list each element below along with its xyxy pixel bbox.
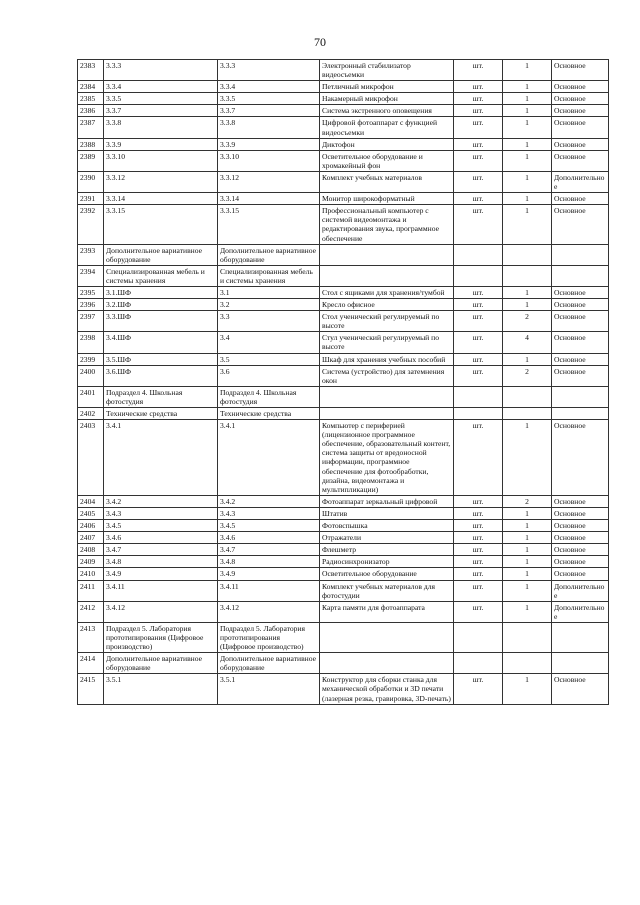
table-row — [78, 138, 609, 150]
table-row — [78, 171, 609, 192]
item-name-cell: Стол ученический регулируемый по высоте — [320, 311, 454, 332]
row-number-cell: 2406 — [78, 520, 104, 532]
table-row — [78, 580, 609, 601]
section-code-cell: Дополнительное вариативное оборудование — [218, 244, 320, 265]
code-cell: 3.3.12 — [104, 171, 218, 192]
row-number-cell: 2401 — [78, 386, 104, 407]
row-number-cell: 2408 — [78, 544, 104, 556]
unit-cell: шт. — [454, 556, 503, 568]
section-code-cell: 3.3.3 — [218, 60, 320, 81]
section-code-cell: 3.5 — [218, 353, 320, 365]
row-number-cell: 2415 — [78, 674, 104, 704]
table-row — [78, 556, 609, 568]
row-number-cell: 2389 — [78, 150, 104, 171]
item-name-cell: Радиосинхронизатор — [320, 556, 454, 568]
row-number-cell: 2384 — [78, 81, 104, 93]
item-name-cell: Комплект учебных материалов — [320, 171, 454, 192]
quantity-cell: 1 — [503, 286, 552, 298]
row-number-cell: 2393 — [78, 244, 104, 265]
quantity-cell — [503, 622, 552, 652]
item-name-cell: Цифровой фотоаппарат с функцией видеосъемки — [320, 117, 454, 138]
row-number-cell: 2390 — [78, 171, 104, 192]
item-name-cell — [320, 244, 454, 265]
quantity-cell: 1 — [503, 81, 552, 93]
code-cell: 3.1.ШФ — [104, 286, 218, 298]
unit-cell — [454, 622, 503, 652]
item-name-cell: Компьютер с периферией (лицензионное программное обеспечение, образовательный контент, система защиты от вредоносной информации, программное обеспечение для фотообработки, дизайна, видеомонтажа и мультипликации) — [320, 420, 454, 496]
table-row — [78, 105, 609, 117]
section-code-cell: 3.3.7 — [218, 105, 320, 117]
unit-cell: шт. — [454, 150, 503, 171]
equipment-type-cell: Основное — [552, 420, 609, 496]
code-cell: Подраздел 5. Лаборатория прототипирования (Цифровое производство) — [104, 622, 218, 652]
code-cell: 3.4.2 — [104, 495, 218, 507]
unit-cell: шт. — [454, 520, 503, 532]
quantity-cell: 1 — [503, 299, 552, 311]
row-number-cell: 2409 — [78, 556, 104, 568]
equipment-type-cell: Дополнительное — [552, 580, 609, 601]
equipment-type-cell: Основное — [552, 507, 609, 519]
code-cell: 3.2.ШФ — [104, 299, 218, 311]
row-number-cell: 2394 — [78, 265, 104, 286]
row-number-cell: 2385 — [78, 93, 104, 105]
unit-cell: шт. — [454, 299, 503, 311]
table-row — [78, 520, 609, 532]
code-cell: Специализированная мебель и системы хранения — [104, 265, 218, 286]
code-cell: 3.3.10 — [104, 150, 218, 171]
code-cell: 3.3.7 — [104, 105, 218, 117]
quantity-cell: 1 — [503, 60, 552, 81]
code-cell: 3.5.ШФ — [104, 353, 218, 365]
row-number-cell: 2407 — [78, 532, 104, 544]
unit-cell: шт. — [454, 532, 503, 544]
equipment-type-cell: Основное — [552, 544, 609, 556]
quantity-cell: 1 — [503, 138, 552, 150]
section-code-cell: 3.3.5 — [218, 93, 320, 105]
item-name-cell: Стол с ящиками для хранения/тумбой — [320, 286, 454, 298]
row-number-cell: 2400 — [78, 365, 104, 386]
quantity-cell: 1 — [503, 150, 552, 171]
item-name-cell: Петличный микрофон — [320, 81, 454, 93]
quantity-cell — [503, 408, 552, 420]
row-number-cell: 2388 — [78, 138, 104, 150]
equipment-type-cell: Основное — [552, 520, 609, 532]
unit-cell: шт. — [454, 60, 503, 81]
page-number: 70 — [314, 35, 326, 49]
row-number-cell: 2398 — [78, 332, 104, 353]
equipment-type-cell: Основное — [552, 556, 609, 568]
item-name-cell: Фотоаппарат зеркальный цифровой — [320, 495, 454, 507]
code-cell: 3.3.14 — [104, 193, 218, 205]
row-number-cell: 2404 — [78, 495, 104, 507]
equipment-type-cell: Дополнительное — [552, 171, 609, 192]
code-cell: Подраздел 4. Школьная фотостудия — [104, 386, 218, 407]
row-number-cell: 2405 — [78, 507, 104, 519]
quantity-cell: 1 — [503, 117, 552, 138]
row-number-cell: 2402 — [78, 408, 104, 420]
table-row — [78, 265, 609, 286]
unit-cell: шт. — [454, 507, 503, 519]
row-number-cell: 2396 — [78, 299, 104, 311]
unit-cell: шт. — [454, 332, 503, 353]
section-code-cell: 3.3.8 — [218, 117, 320, 138]
table-row — [78, 674, 609, 704]
item-name-cell: Кресло офисное — [320, 299, 454, 311]
table-row — [78, 81, 609, 93]
code-cell: 3.4.12 — [104, 601, 218, 622]
table-row — [78, 532, 609, 544]
section-code-cell: Подраздел 4. Школьная фотостудия — [218, 386, 320, 407]
table-row — [78, 353, 609, 365]
table-row — [78, 408, 609, 420]
quantity-cell: 1 — [503, 532, 552, 544]
quantity-cell: 1 — [503, 420, 552, 496]
item-name-cell: Карта памяти для фотоаппарата — [320, 601, 454, 622]
equipment-type-cell: Основное — [552, 365, 609, 386]
item-name-cell: Осветительное оборудование и хромакейный фон — [320, 150, 454, 171]
equipment-type-cell: Основное — [552, 286, 609, 298]
quantity-cell: 1 — [503, 93, 552, 105]
section-code-cell: 3.3.14 — [218, 193, 320, 205]
unit-cell: шт. — [454, 81, 503, 93]
row-number-cell: 2411 — [78, 580, 104, 601]
code-cell: Дополнительное вариативное оборудование — [104, 653, 218, 674]
row-number-cell: 2412 — [78, 601, 104, 622]
section-code-cell: 3.5.1 — [218, 674, 320, 704]
item-name-cell: Комплект учебных материалов для фотостудии — [320, 580, 454, 601]
table-row — [78, 150, 609, 171]
quantity-cell: 2 — [503, 311, 552, 332]
quantity-cell: 1 — [503, 520, 552, 532]
section-code-cell: 3.4.3 — [218, 507, 320, 519]
table-row — [78, 299, 609, 311]
unit-cell: шт. — [454, 674, 503, 704]
unit-cell: шт. — [454, 117, 503, 138]
equipment-type-cell: Основное — [552, 81, 609, 93]
section-code-cell: 3.4.8 — [218, 556, 320, 568]
quantity-cell: 1 — [503, 544, 552, 556]
unit-cell — [454, 265, 503, 286]
section-code-cell: 3.4.9 — [218, 568, 320, 580]
item-name-cell: Конструктор для сборки станка для механической обработки и 3D печати (лазерная резка, гравировка, 3D-печать) — [320, 674, 454, 704]
table-row — [78, 420, 609, 496]
item-name-cell: Шкаф для хранения учебных пособий — [320, 353, 454, 365]
unit-cell — [454, 386, 503, 407]
equipment-type-cell — [552, 408, 609, 420]
table-row — [78, 622, 609, 652]
equipment-table — [77, 59, 609, 705]
code-cell: 3.3.5 — [104, 93, 218, 105]
code-cell: 3.3.9 — [104, 138, 218, 150]
item-name-cell: Отражатели — [320, 532, 454, 544]
item-name-cell: Фотовспышка — [320, 520, 454, 532]
section-code-cell: Технические средства — [218, 408, 320, 420]
row-number-cell: 2392 — [78, 205, 104, 244]
code-cell: Дополнительное вариативное оборудование — [104, 244, 218, 265]
quantity-cell: 1 — [503, 601, 552, 622]
section-code-cell: 3.1 — [218, 286, 320, 298]
table-row — [78, 653, 609, 674]
row-number-cell: 2399 — [78, 353, 104, 365]
quantity-cell: 2 — [503, 365, 552, 386]
equipment-type-cell: Основное — [552, 60, 609, 81]
equipment-type-cell: Основное — [552, 568, 609, 580]
table-row — [78, 386, 609, 407]
equipment-type-cell: Основное — [552, 150, 609, 171]
unit-cell: шт. — [454, 311, 503, 332]
quantity-cell: 1 — [503, 171, 552, 192]
section-code-cell: 3.4.6 — [218, 532, 320, 544]
table-row — [78, 601, 609, 622]
item-name-cell: Осветительное оборудование — [320, 568, 454, 580]
code-cell: 3.3.3 — [104, 60, 218, 81]
section-code-cell: 3.4.12 — [218, 601, 320, 622]
equipment-type-cell: Основное — [552, 332, 609, 353]
quantity-cell — [503, 653, 552, 674]
section-code-cell: 3.6 — [218, 365, 320, 386]
item-name-cell: Флешметр — [320, 544, 454, 556]
equipment-type-cell — [552, 622, 609, 652]
row-number-cell: 2383 — [78, 60, 104, 81]
item-name-cell: Штатив — [320, 507, 454, 519]
quantity-cell: 1 — [503, 568, 552, 580]
equipment-type-cell — [552, 653, 609, 674]
unit-cell — [454, 244, 503, 265]
code-cell: 3.4.1 — [104, 420, 218, 496]
quantity-cell: 1 — [503, 205, 552, 244]
equipment-type-cell: Основное — [552, 138, 609, 150]
item-name-cell — [320, 408, 454, 420]
section-code-cell: Дополнительное вариативное оборудование — [218, 653, 320, 674]
unit-cell: шт. — [454, 353, 503, 365]
code-cell: 3.3.4 — [104, 81, 218, 93]
row-number-cell: 2414 — [78, 653, 104, 674]
item-name-cell: Система (устройство) для затемнения окон — [320, 365, 454, 386]
unit-cell — [454, 408, 503, 420]
section-code-cell: 3.4.11 — [218, 580, 320, 601]
quantity-cell — [503, 386, 552, 407]
table-row — [78, 93, 609, 105]
equipment-type-cell: Основное — [552, 93, 609, 105]
code-cell: 3.4.11 — [104, 580, 218, 601]
code-cell: 3.5.1 — [104, 674, 218, 704]
quantity-cell: 1 — [503, 580, 552, 601]
quantity-cell: 1 — [503, 105, 552, 117]
code-cell: 3.4.ШФ — [104, 332, 218, 353]
table-row — [78, 495, 609, 507]
table-row — [78, 244, 609, 265]
quantity-cell — [503, 244, 552, 265]
quantity-cell: 4 — [503, 332, 552, 353]
section-code-cell: 3.3 — [218, 311, 320, 332]
table-row — [78, 286, 609, 298]
item-name-cell: Система экстренного оповещения — [320, 105, 454, 117]
unit-cell: шт. — [454, 365, 503, 386]
row-number-cell: 2391 — [78, 193, 104, 205]
item-name-cell: Электронный стабилизатор видеосъемки — [320, 60, 454, 81]
equipment-type-cell: Основное — [552, 495, 609, 507]
section-code-cell: 3.4.1 — [218, 420, 320, 496]
equipment-type-cell — [552, 265, 609, 286]
table-row — [78, 193, 609, 205]
table-row — [78, 332, 609, 353]
row-number-cell: 2403 — [78, 420, 104, 496]
unit-cell: шт. — [454, 105, 503, 117]
equipment-type-cell: Дополнительное — [552, 601, 609, 622]
table-row — [78, 568, 609, 580]
section-code-cell: Подраздел 5. Лаборатория прототипирования (Цифровое производство) — [218, 622, 320, 652]
section-code-cell: 3.3.4 — [218, 81, 320, 93]
section-code-cell: 3.4.2 — [218, 495, 320, 507]
row-number-cell: 2413 — [78, 622, 104, 652]
code-cell: 3.4.6 — [104, 532, 218, 544]
equipment-type-cell: Основное — [552, 532, 609, 544]
equipment-type-cell: Основное — [552, 105, 609, 117]
table-row — [78, 117, 609, 138]
equipment-type-cell: Основное — [552, 299, 609, 311]
row-number-cell: 2386 — [78, 105, 104, 117]
item-name-cell: Диктофон — [320, 138, 454, 150]
row-number-cell: 2387 — [78, 117, 104, 138]
unit-cell: шт. — [454, 580, 503, 601]
quantity-cell: 2 — [503, 495, 552, 507]
table-row — [78, 544, 609, 556]
section-code-cell: 3.3.15 — [218, 205, 320, 244]
equipment-type-cell — [552, 244, 609, 265]
code-cell: 3.3.ШФ — [104, 311, 218, 332]
section-code-cell: 3.4.7 — [218, 544, 320, 556]
table-row — [78, 507, 609, 519]
unit-cell: шт. — [454, 193, 503, 205]
section-code-cell: 3.4.5 — [218, 520, 320, 532]
quantity-cell — [503, 265, 552, 286]
section-code-cell: 3.4 — [218, 332, 320, 353]
unit-cell: шт. — [454, 601, 503, 622]
code-cell: 3.3.15 — [104, 205, 218, 244]
row-number-cell: 2410 — [78, 568, 104, 580]
table-row — [78, 60, 609, 81]
equipment-type-cell: Основное — [552, 193, 609, 205]
unit-cell: шт. — [454, 286, 503, 298]
row-number-cell: 2397 — [78, 311, 104, 332]
unit-cell: шт. — [454, 93, 503, 105]
quantity-cell: 1 — [503, 507, 552, 519]
item-name-cell: Монитор широкоформатный — [320, 193, 454, 205]
section-code-cell: 3.3.9 — [218, 138, 320, 150]
code-cell: 3.4.7 — [104, 544, 218, 556]
equipment-type-cell — [552, 386, 609, 407]
unit-cell: шт. — [454, 495, 503, 507]
code-cell: 3.4.9 — [104, 568, 218, 580]
unit-cell: шт. — [454, 544, 503, 556]
item-name-cell: Стул ученический регулируемый по высоте — [320, 332, 454, 353]
quantity-cell: 1 — [503, 353, 552, 365]
table-row — [78, 311, 609, 332]
item-name-cell — [320, 622, 454, 652]
unit-cell: шт. — [454, 568, 503, 580]
unit-cell: шт. — [454, 171, 503, 192]
table-row — [78, 365, 609, 386]
unit-cell: шт. — [454, 205, 503, 244]
section-code-cell: Специализированная мебель и системы хранения — [218, 265, 320, 286]
unit-cell: шт. — [454, 420, 503, 496]
equipment-type-cell: Основное — [552, 117, 609, 138]
equipment-type-cell: Основное — [552, 353, 609, 365]
item-name-cell — [320, 265, 454, 286]
item-name-cell — [320, 386, 454, 407]
code-cell: 3.4.5 — [104, 520, 218, 532]
item-name-cell: Накамерный микрофон — [320, 93, 454, 105]
section-code-cell: 3.3.12 — [218, 171, 320, 192]
unit-cell — [454, 653, 503, 674]
equipment-type-cell: Основное — [552, 205, 609, 244]
table-row — [78, 205, 609, 244]
unit-cell: шт. — [454, 138, 503, 150]
item-name-cell: Профессиональный компьютер с системой видеомонтажа и редактирования звука, программное обеспечение — [320, 205, 454, 244]
code-cell: 3.6.ШФ — [104, 365, 218, 386]
section-code-cell: 3.3.10 — [218, 150, 320, 171]
equipment-type-cell: Основное — [552, 311, 609, 332]
equipment-type-cell: Основное — [552, 674, 609, 704]
code-cell: 3.4.3 — [104, 507, 218, 519]
row-number-cell: 2395 — [78, 286, 104, 298]
code-cell: 3.3.8 — [104, 117, 218, 138]
quantity-cell: 1 — [503, 193, 552, 205]
section-code-cell: 3.2 — [218, 299, 320, 311]
code-cell: Технические средства — [104, 408, 218, 420]
quantity-cell: 1 — [503, 556, 552, 568]
code-cell: 3.4.8 — [104, 556, 218, 568]
quantity-cell: 1 — [503, 674, 552, 704]
item-name-cell — [320, 653, 454, 674]
